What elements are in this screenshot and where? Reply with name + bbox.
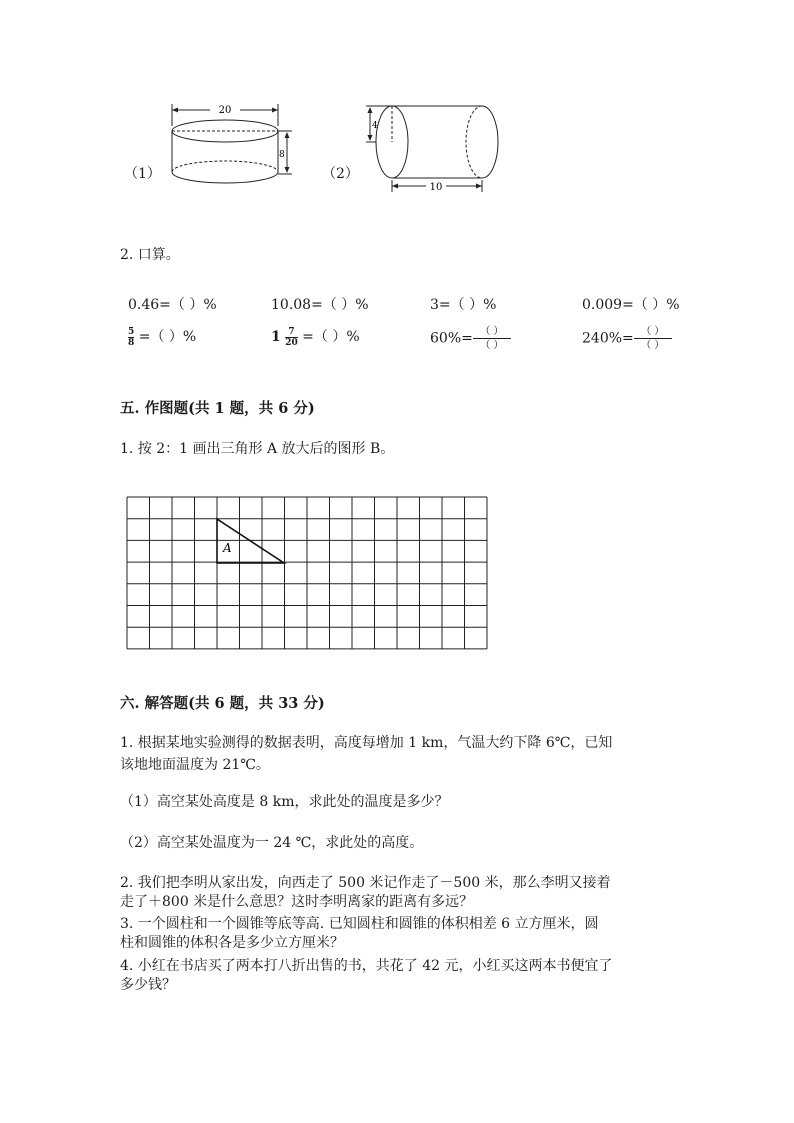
q2-row2-item4: 240%= $\frac{( )}{( )}$: [582, 326, 672, 351]
fig2-bottom-dimension: 10: [429, 182, 443, 193]
section6-q1-sub1: （1）高空某处高度是 8 km，求此处的温度是多少？: [120, 794, 449, 810]
section6-q4-line2: 多少钱？: [120, 977, 176, 993]
fraction-7-20: $\frac{7}{20}$: [285, 326, 298, 348]
q2-row1-item1: 0.46=（ ）%: [128, 297, 217, 313]
section6-q4-line1: 4. 小红在书店买了两本打八折出售的书，共花了 42 元，小红买这两本书便宜了: [120, 958, 613, 974]
section6-q3-line2: 柱和圆锥的体积各是多少立方厘米？: [120, 935, 344, 951]
drawing-grid: [126, 496, 490, 650]
q2-row1-item3: 3=（ ）%: [430, 297, 497, 313]
fig1-side-dimension: 8: [279, 150, 285, 160]
q2-row1-item2: 10.08=（ ）%: [271, 297, 369, 313]
triangle-a-label: A: [223, 541, 232, 555]
blank-fraction: $\frac{( )}{( )}$: [634, 326, 672, 351]
fig2-side-dimension: 4: [372, 121, 378, 131]
section6-heading: 六. 解答题(共 6 题，共 33 分): [120, 695, 325, 712]
fraction-5-8: $\frac{5}{8}$: [128, 326, 135, 348]
section5-question1: 1. 按 2：1 画出三角形 A 放大后的图形 B。: [120, 441, 395, 457]
section6-q1-line2: 该地地面温度为 21℃。: [120, 757, 270, 773]
section6-q2-line2: 走了＋800 米是什么意思？这时李明离家的距离有多远？: [120, 894, 474, 910]
blank-fraction: $\frac{( )}{( )}$: [473, 326, 511, 351]
cylinder-figure-1: [160, 98, 300, 190]
q2-row1-item4: 0.009=（ ）%: [582, 297, 680, 313]
fig2-label: （2）: [322, 166, 359, 182]
fig1-label: （1）: [124, 166, 161, 182]
fig1-top-dimension: 20: [218, 105, 232, 116]
q2-title: 2. 口算。: [120, 247, 180, 263]
section6-q2-line1: 2. 我们把李明从家出发，向西走了 500 米记作走了－500 米，那么李明又接着: [120, 875, 611, 891]
section6-q1-line1: 1. 根据某地实验测得的数据表明，高度每增加 1 km，气温大约下降 6℃，已知: [120, 735, 613, 751]
q2-row2-item3: 60%= $\frac{( )}{( )}$: [430, 326, 511, 351]
cylinder-figure-2: [362, 98, 502, 194]
section5-heading: 五. 作图题(共 1 题，共 6 分): [120, 400, 315, 417]
section6-q1-sub2: （2）高空某处温度为一 24 ℃，求此处的高度。: [120, 835, 424, 851]
section6-q3-line1: 3. 一个圆柱和一个圆锥等底等高. 已知圆柱和圆锥的体积相差 6 立方厘米，圆: [120, 916, 599, 932]
q2-row2-item1: $\frac{5}{8}$ =（ ）%: [128, 326, 197, 348]
q2-row2-item2: 1 $\frac{7}{20}$ =（ ）%: [271, 326, 360, 348]
